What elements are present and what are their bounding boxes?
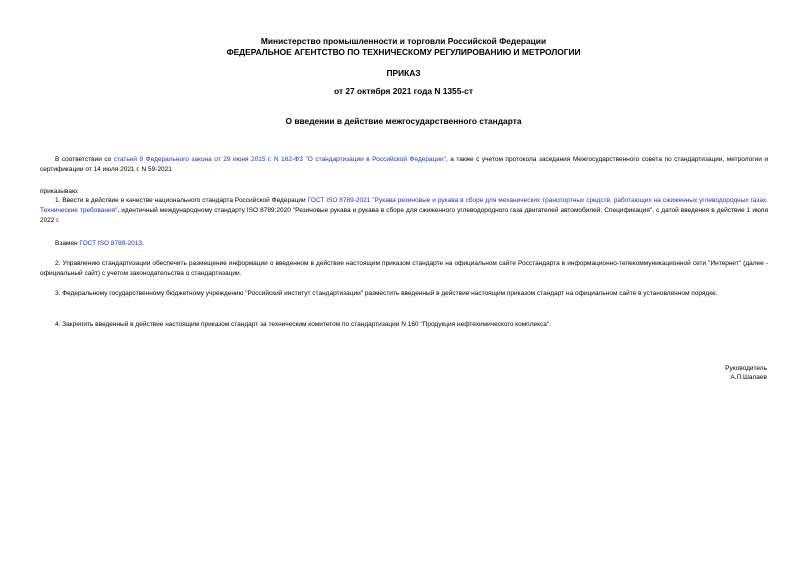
agency-title: ФЕДЕРАЛЬНОЕ АГЕНТСТВО ПО ТЕХНИЧЕСКОМУ РЕГУЛИРОВАНИЮ И МЕТРОЛОГИИ <box>226 47 581 57</box>
gost-2013-link[interactable]: ГОСТ ISO 8789-2013 <box>79 240 142 247</box>
preamble-lead: В соответствии со <box>55 156 114 163</box>
replaces-rest: . <box>141 240 144 247</box>
preamble-paragraph <box>40 155 768 175</box>
item-4-paragraph: 4. Закрепить введенный в действие настоящим приказом стандарт за техническим комитетом по стандартизации N 160 "Продукция нефтехимического комплекса". <box>55 321 552 328</box>
document-type: ПРИКАЗ <box>386 68 421 78</box>
item-1-paragraph <box>40 196 768 226</box>
document-subject: О введении в действие межгосударственного стандарта <box>285 116 522 126</box>
item-3-paragraph: 3. Федеральному государственному бюджетному учреждению "Российский институт стандартизации" разместить введенный в действие настоящим приказом стандарт на официальном сайте в установленном порядке. <box>55 290 718 297</box>
replaces-paragraph <box>40 239 768 249</box>
item-2-paragraph: 2. Управлению стандартизации обеспечить размещение информации о введенном в действие настоящим приказом стандарте на официальном сайте Росстандарта в информационно-телекоммуникационной сети "Интернет" (далее - официальный сайт) с учетом законодательства о стандартизации. <box>40 260 768 277</box>
ordered-label: приказываю: <box>40 188 79 195</box>
document-date-number: от 27 октября 2021 года N 1355-ст <box>334 86 473 96</box>
gost-2021-link[interactable]: ГОСТ ISO 8789-2021 "Рукава резиновые и рукава в сборе для механических транспортных средств, работающих на сжиженных углеводородных газах. Технические требования" <box>40 197 768 214</box>
replaces-lead: Взамен <box>55 240 80 247</box>
signature-name: А.П.Шалаев <box>730 374 767 381</box>
signature-title: Руководитель <box>725 365 767 372</box>
federal-law-link[interactable]: статьей 9 Федерального закона от 29 июня 2015 г. N 162-ФЗ "О стандартизации в Российской Федерации" <box>113 156 446 163</box>
item-1-rest: , идентичный международному стандарту ISO 8789:2020 "Резиновые рукава и рукава в сборе для сжиженного углеводородного газа двигателей автомобилей. Спецификация", с датой введения в действие 1 июля 2022 г. <box>40 207 768 224</box>
preamble-rest: , а также с учетом протокола заседания Межгосударственного совета по стандартизации, метрологии и сертификации от 14 июля 2021 г. N 59-2021 <box>40 156 768 173</box>
item-1-lead: 1. Ввести в действие в качестве национального стандарта Российской Федерации <box>55 197 308 204</box>
ministry-title: Министерство промышленности и торговли Российской Федерации <box>260 36 547 46</box>
